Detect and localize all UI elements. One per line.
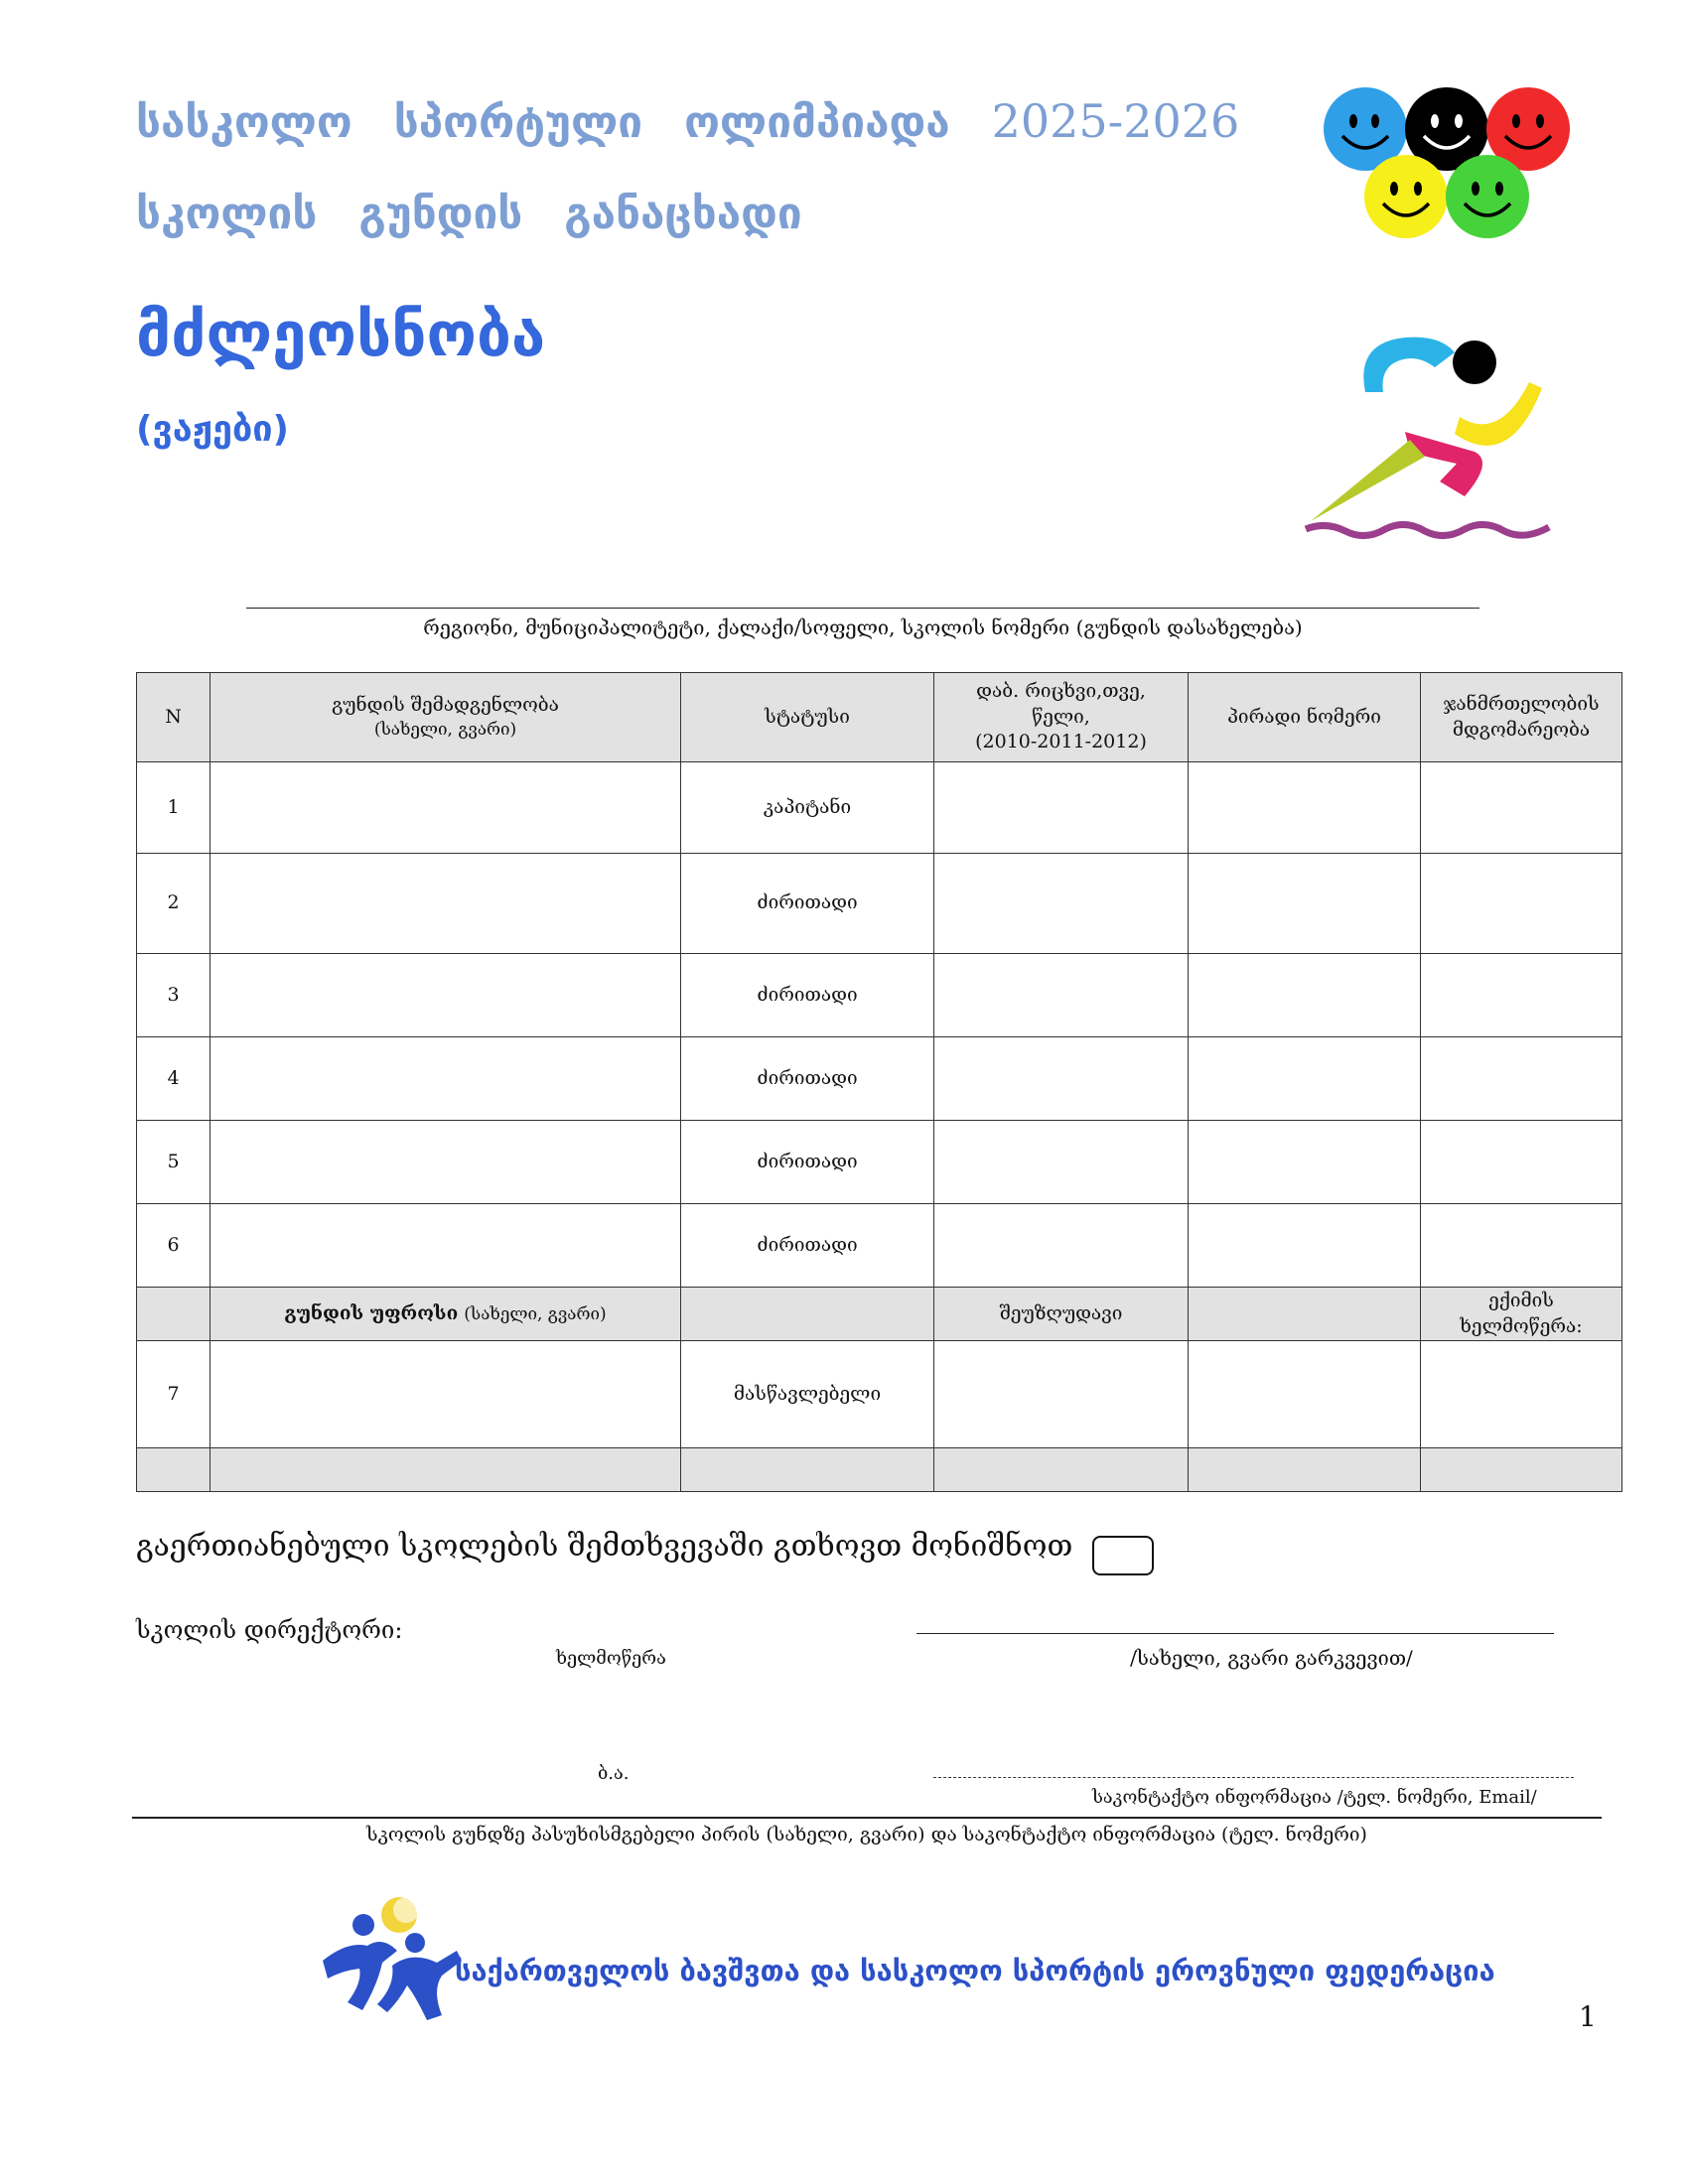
smiley-yellow-icon (1364, 155, 1448, 238)
athletics-runner-icon (1296, 323, 1574, 546)
dob-cell[interactable] (934, 854, 1189, 954)
director-label: სკოლის დირექტორი: (136, 1616, 403, 1644)
contact-dashed-line (933, 1777, 1574, 1778)
header-composition (211, 673, 681, 762)
doctor-signature-line: ექიმის (1488, 1289, 1554, 1311)
dob-cell[interactable] (934, 1121, 1189, 1204)
federation-logo-icon (308, 1891, 467, 2030)
name-cell[interactable] (211, 1341, 681, 1448)
health-cell[interactable] (1421, 854, 1622, 954)
footer-cell (137, 1448, 211, 1492)
name-cell[interactable] (211, 1037, 681, 1121)
status-cell: ძირითადი (681, 954, 934, 1037)
header-line-1 (136, 94, 1281, 148)
health-cell[interactable] (1421, 1341, 1622, 1448)
status-cell: მასწავლებელი (681, 1341, 934, 1448)
leader-unrestricted-label: შეუზღუდავი (934, 1288, 1189, 1341)
footer-cell (681, 1448, 934, 1492)
row-number: 5 (137, 1121, 211, 1204)
header-word: განაცხადი (564, 189, 802, 239)
personal-number-cell[interactable] (1189, 1204, 1421, 1288)
contact-label: საკონტაქტო ინფორმაცია /ტელ. ნომერი, Email/ (1092, 1787, 1537, 1808)
team-roster-table (136, 672, 1622, 1492)
row-number: 7 (137, 1341, 211, 1448)
header-year: 2025-2026 (991, 94, 1240, 148)
joint-schools-text: გაერთიანებული სკოლების შემთხვევაში გთხოვთ მონიშნოთ (136, 1529, 1073, 1564)
header-health (1421, 673, 1622, 762)
leader-header-label: გუნდის უფროსი (284, 1301, 459, 1324)
leader-header-empty (681, 1288, 934, 1341)
header-word: გუნდის (358, 189, 523, 239)
name-cell[interactable] (211, 762, 681, 854)
personal-number-cell[interactable] (1189, 1121, 1421, 1204)
page-number: 1 (1579, 2000, 1597, 2033)
table-header-row (137, 673, 1622, 762)
status-cell: ძირითადი (681, 1204, 934, 1288)
dob-cell[interactable] (934, 1204, 1189, 1288)
footer-cell (211, 1448, 681, 1492)
health-cell[interactable] (1421, 954, 1622, 1037)
sport-title: მძლეოსნობა (136, 298, 546, 370)
personal-number-cell[interactable] (1189, 1341, 1421, 1448)
personal-number-cell[interactable] (1189, 854, 1421, 954)
table-row (137, 1121, 1622, 1204)
smiley-rings-logo (1321, 84, 1579, 243)
leader-header-sub: (სახელი, გვარი) (464, 1303, 607, 1324)
health-cell[interactable] (1421, 1204, 1622, 1288)
category-subtitle: (ვაჟები) (136, 409, 289, 450)
header-health-line: მდგომარეობა (1452, 718, 1591, 741)
header-health-line: ჯანმრთელობის (1443, 692, 1600, 715)
name-cell[interactable] (211, 854, 681, 954)
doctor-signature-header (1421, 1288, 1622, 1341)
responsible-line (132, 1817, 1602, 1819)
footer-cell (934, 1448, 1189, 1492)
row-number: 1 (137, 762, 211, 854)
stamp-label: ბ.ა. (598, 1763, 630, 1784)
name-cell[interactable] (211, 1121, 681, 1204)
header-word: სკოლის (136, 189, 318, 239)
header-composition-label: გუნდის შემადგენლობა (332, 694, 559, 717)
director-name-line (916, 1633, 1554, 1634)
header-personal-number: პირადი ნომერი (1189, 673, 1421, 762)
health-cell[interactable] (1421, 762, 1622, 854)
leader-header (211, 1288, 681, 1341)
leader-header-empty (1189, 1288, 1421, 1341)
dob-cell[interactable] (934, 954, 1189, 1037)
leader-header-row (137, 1288, 1622, 1341)
status-cell: ძირითადი (681, 1037, 934, 1121)
name-clear-label: /სახელი, გვარი გარკვევით/ (1130, 1646, 1413, 1670)
responsible-caption: სკოლის გუნდზე პასუხისმგებელი პირის (სახელი, გვარი) და საკონტაქტო ინფორმაცია (ტელ. ნომერი) (366, 1824, 1367, 1845)
table-row (137, 1204, 1622, 1288)
name-cell[interactable] (211, 954, 681, 1037)
header-word: ოლიმპიადა (684, 97, 950, 148)
footer-cell (1421, 1448, 1622, 1492)
row-number: 2 (137, 854, 211, 954)
dob-cell[interactable] (934, 1037, 1189, 1121)
federation-name: საქართველოს ბავშვთა და სასკოლო სპორტის ეროვნული ფედერაცია (455, 1954, 1495, 1987)
status-cell: ძირითადი (681, 854, 934, 954)
header-dob-line: დაბ. რიცხვი,თვე, (976, 680, 1146, 703)
table-footer-row (137, 1448, 1622, 1492)
row-number: 4 (137, 1037, 211, 1121)
header-status: სტატუსი (681, 673, 934, 762)
table-row (137, 1341, 1622, 1448)
personal-number-cell[interactable] (1189, 762, 1421, 854)
footer-cell (1189, 1448, 1421, 1492)
table-row (137, 954, 1622, 1037)
health-cell[interactable] (1421, 1121, 1622, 1204)
row-number: 3 (137, 954, 211, 1037)
personal-number-cell[interactable] (1189, 954, 1421, 1037)
joint-schools-checkbox[interactable] (1092, 1536, 1154, 1575)
table-row (137, 1037, 1622, 1121)
header-dob-line: (2010-2011-2012) (975, 731, 1147, 753)
health-cell[interactable] (1421, 1037, 1622, 1121)
leader-header-empty (137, 1288, 211, 1341)
region-caption: რეგიონი, მუნიციპალიტეტი, ქალაქი/სოფელი, სკოლის ნომერი (გუნდის დასახელება) (423, 615, 1303, 639)
signature-label: ხელმოწერა (556, 1648, 666, 1669)
doctor-signature-line: ხელმოწერა: (1460, 1314, 1583, 1337)
personal-number-cell[interactable] (1189, 1037, 1421, 1121)
header-line-2 (136, 189, 844, 239)
header-dob-line: წელი, (1032, 705, 1090, 728)
row-number: 6 (137, 1204, 211, 1288)
region-underline (246, 608, 1479, 609)
header-dob (934, 673, 1189, 762)
table-row (137, 854, 1622, 954)
status-cell: ძირითადი (681, 1121, 934, 1204)
header-word: სასკოლო (136, 97, 352, 148)
name-cell[interactable] (211, 1204, 681, 1288)
status-cell: კაპიტანი (681, 762, 934, 854)
smiley-green-icon (1446, 155, 1529, 238)
dob-cell[interactable] (934, 1341, 1189, 1448)
header-n: N (137, 673, 211, 762)
dob-cell[interactable] (934, 762, 1189, 854)
header-word: სპორტული (393, 97, 643, 148)
table-row (137, 762, 1622, 854)
header-composition-sub: (სახელი, გვარი) (373, 719, 517, 740)
